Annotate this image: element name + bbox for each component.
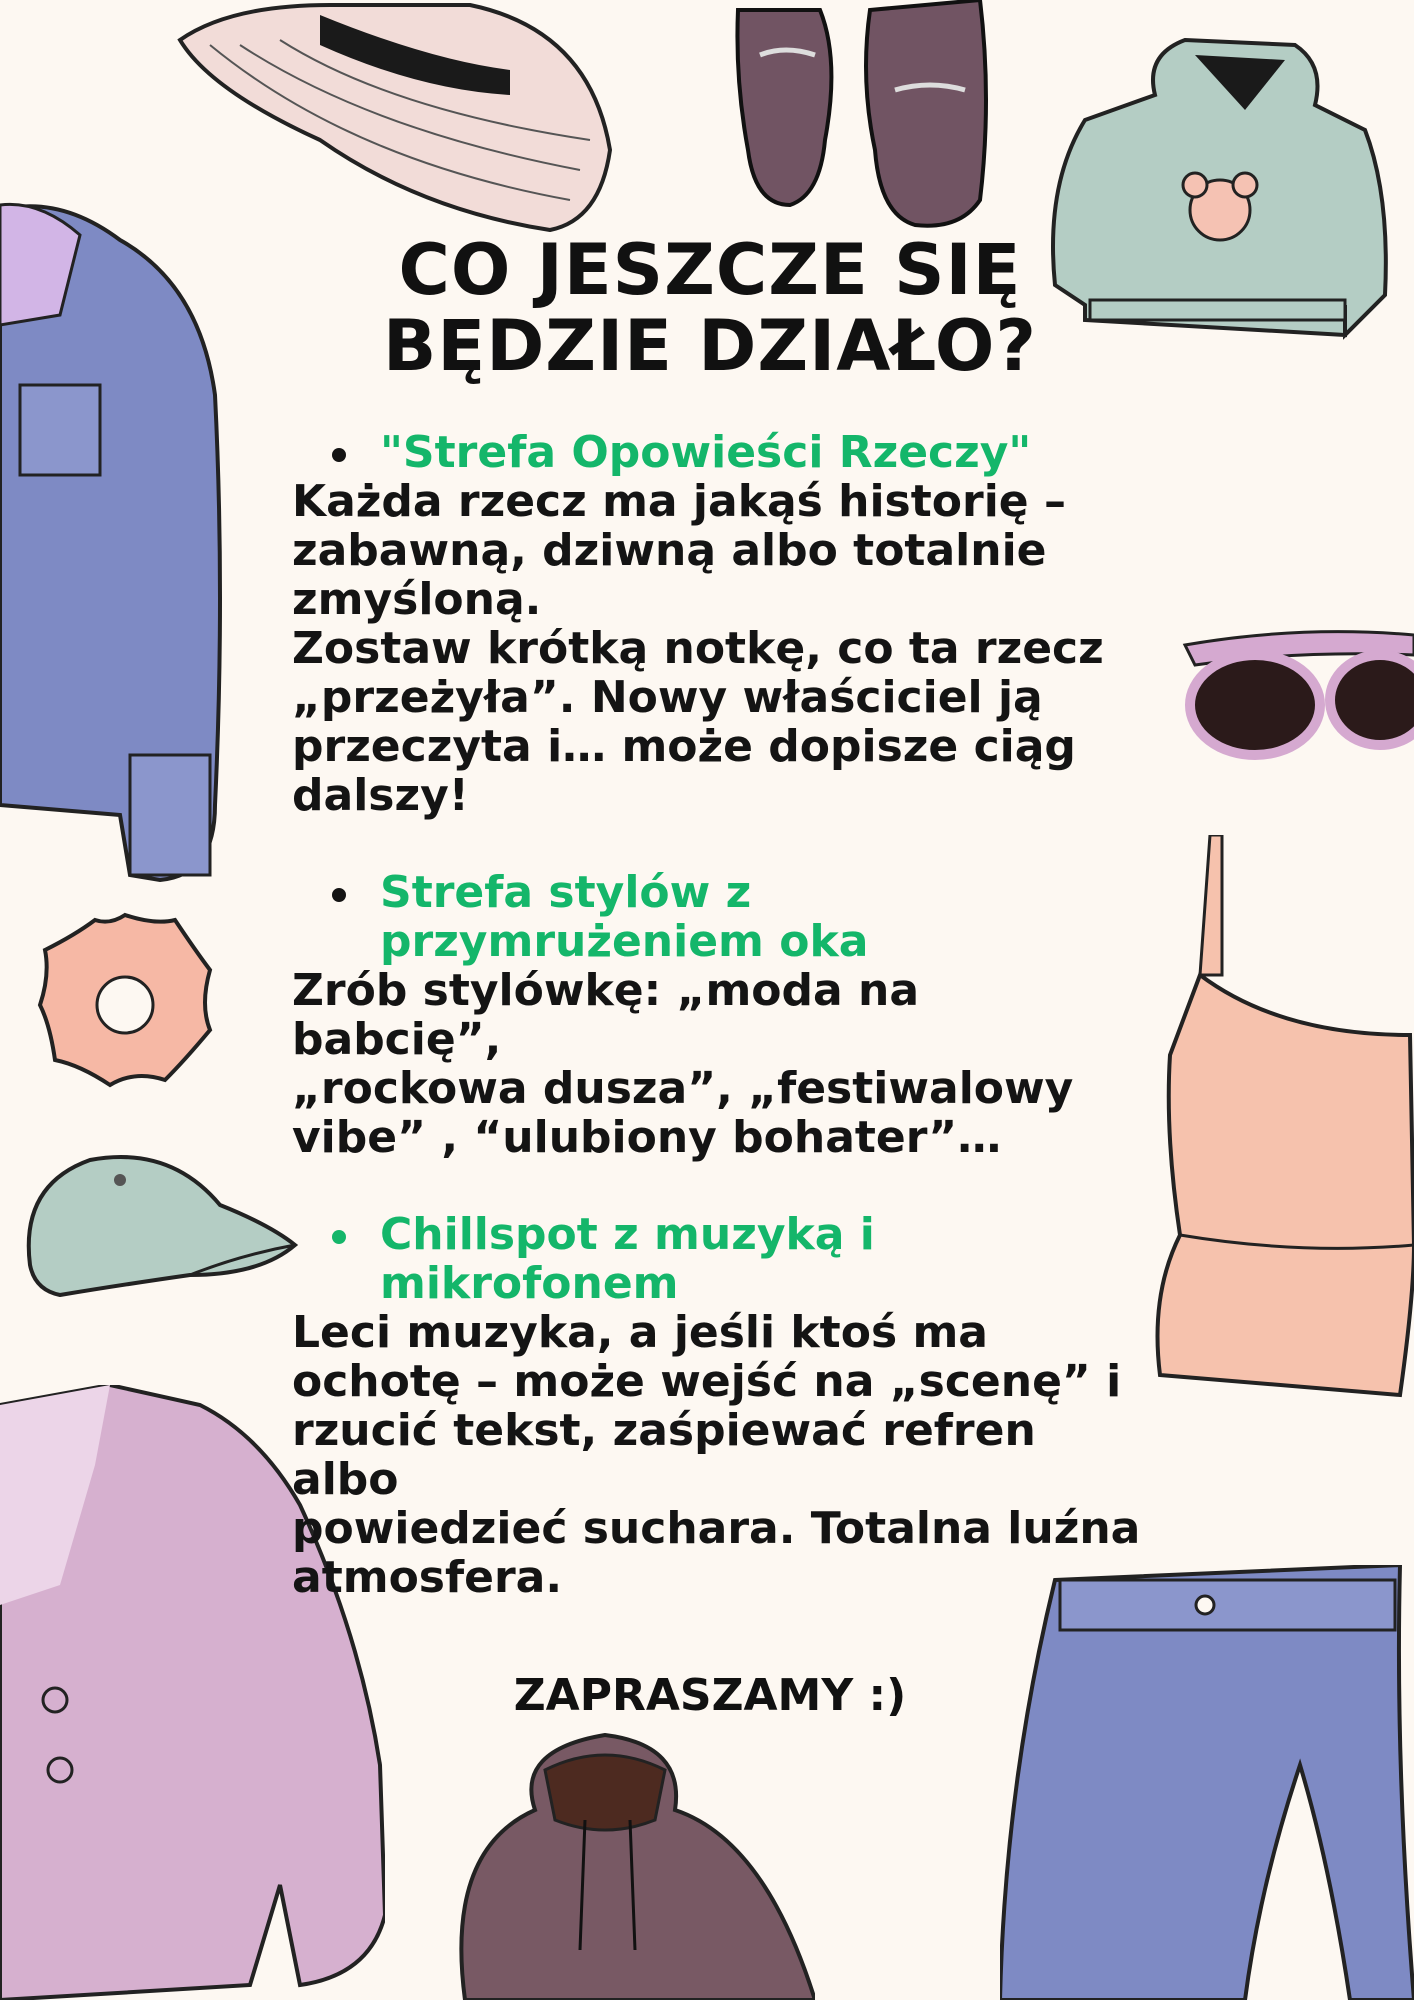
page-title-line-1: CO JESZCZE SIĘ — [398, 229, 1022, 311]
bullet-icon — [332, 448, 346, 462]
section-style-zone — [292, 868, 1142, 1162]
scrunchie-icon — [35, 910, 215, 1090]
sections-list — [292, 428, 1142, 1650]
section-heading-row — [292, 868, 1142, 966]
page-title — [330, 229, 1090, 387]
section-heading: Chillspot z muzyką i mikrofonem — [380, 1209, 875, 1309]
hoodie-icon — [385, 1730, 815, 2000]
section-heading: Strefa stylów z przymrużeniem oka — [380, 867, 869, 967]
section-body: Zrób stylówkę: „moda na babcię”, „rockowa dusza”, „festiwalowy vibe” , “ulubiony bohater”… — [292, 965, 1074, 1163]
page-title-line-2: BĘDZIE DZIAŁO? — [383, 305, 1037, 387]
baseball-cap-icon — [20, 1145, 300, 1305]
section-body: Każda rzecz ma jakąś historię – zabawną, dziwną albo totalnie zmyśloną. Zostaw krótką notkę, co ta rzecz „przeżyła”. Nowy właściciel ją przeczyta i… może dopisze ciąg dalszy! — [292, 476, 1104, 821]
invitation-footer: ZAPRASZAMY :) — [513, 1670, 907, 1721]
denim-jacket-icon — [0, 195, 225, 885]
section-chillspot — [292, 1210, 1142, 1602]
cami-top-icon — [1150, 835, 1414, 1415]
sunglasses-icon — [1180, 620, 1414, 760]
bear-hoodie-icon — [1045, 35, 1395, 345]
loafers-icon — [730, 0, 1000, 230]
section-heading: "Strefa Opowieści Rzeczy" — [380, 427, 1032, 478]
section-heading-row — [292, 428, 1142, 477]
sun-hat-icon — [170, 0, 620, 240]
section-heading-row — [292, 1210, 1142, 1308]
bullet-icon — [332, 1230, 346, 1244]
bullet-icon — [332, 888, 346, 902]
section-story-zone — [292, 428, 1142, 820]
section-body: Leci muzyka, a jeśli ktoś ma ochotę – może wejść na „scenę” i rzucić tekst, zaśpiewać refren albo powiedzieć suchara. Totalna luźna atmosfera. — [292, 1307, 1141, 1603]
